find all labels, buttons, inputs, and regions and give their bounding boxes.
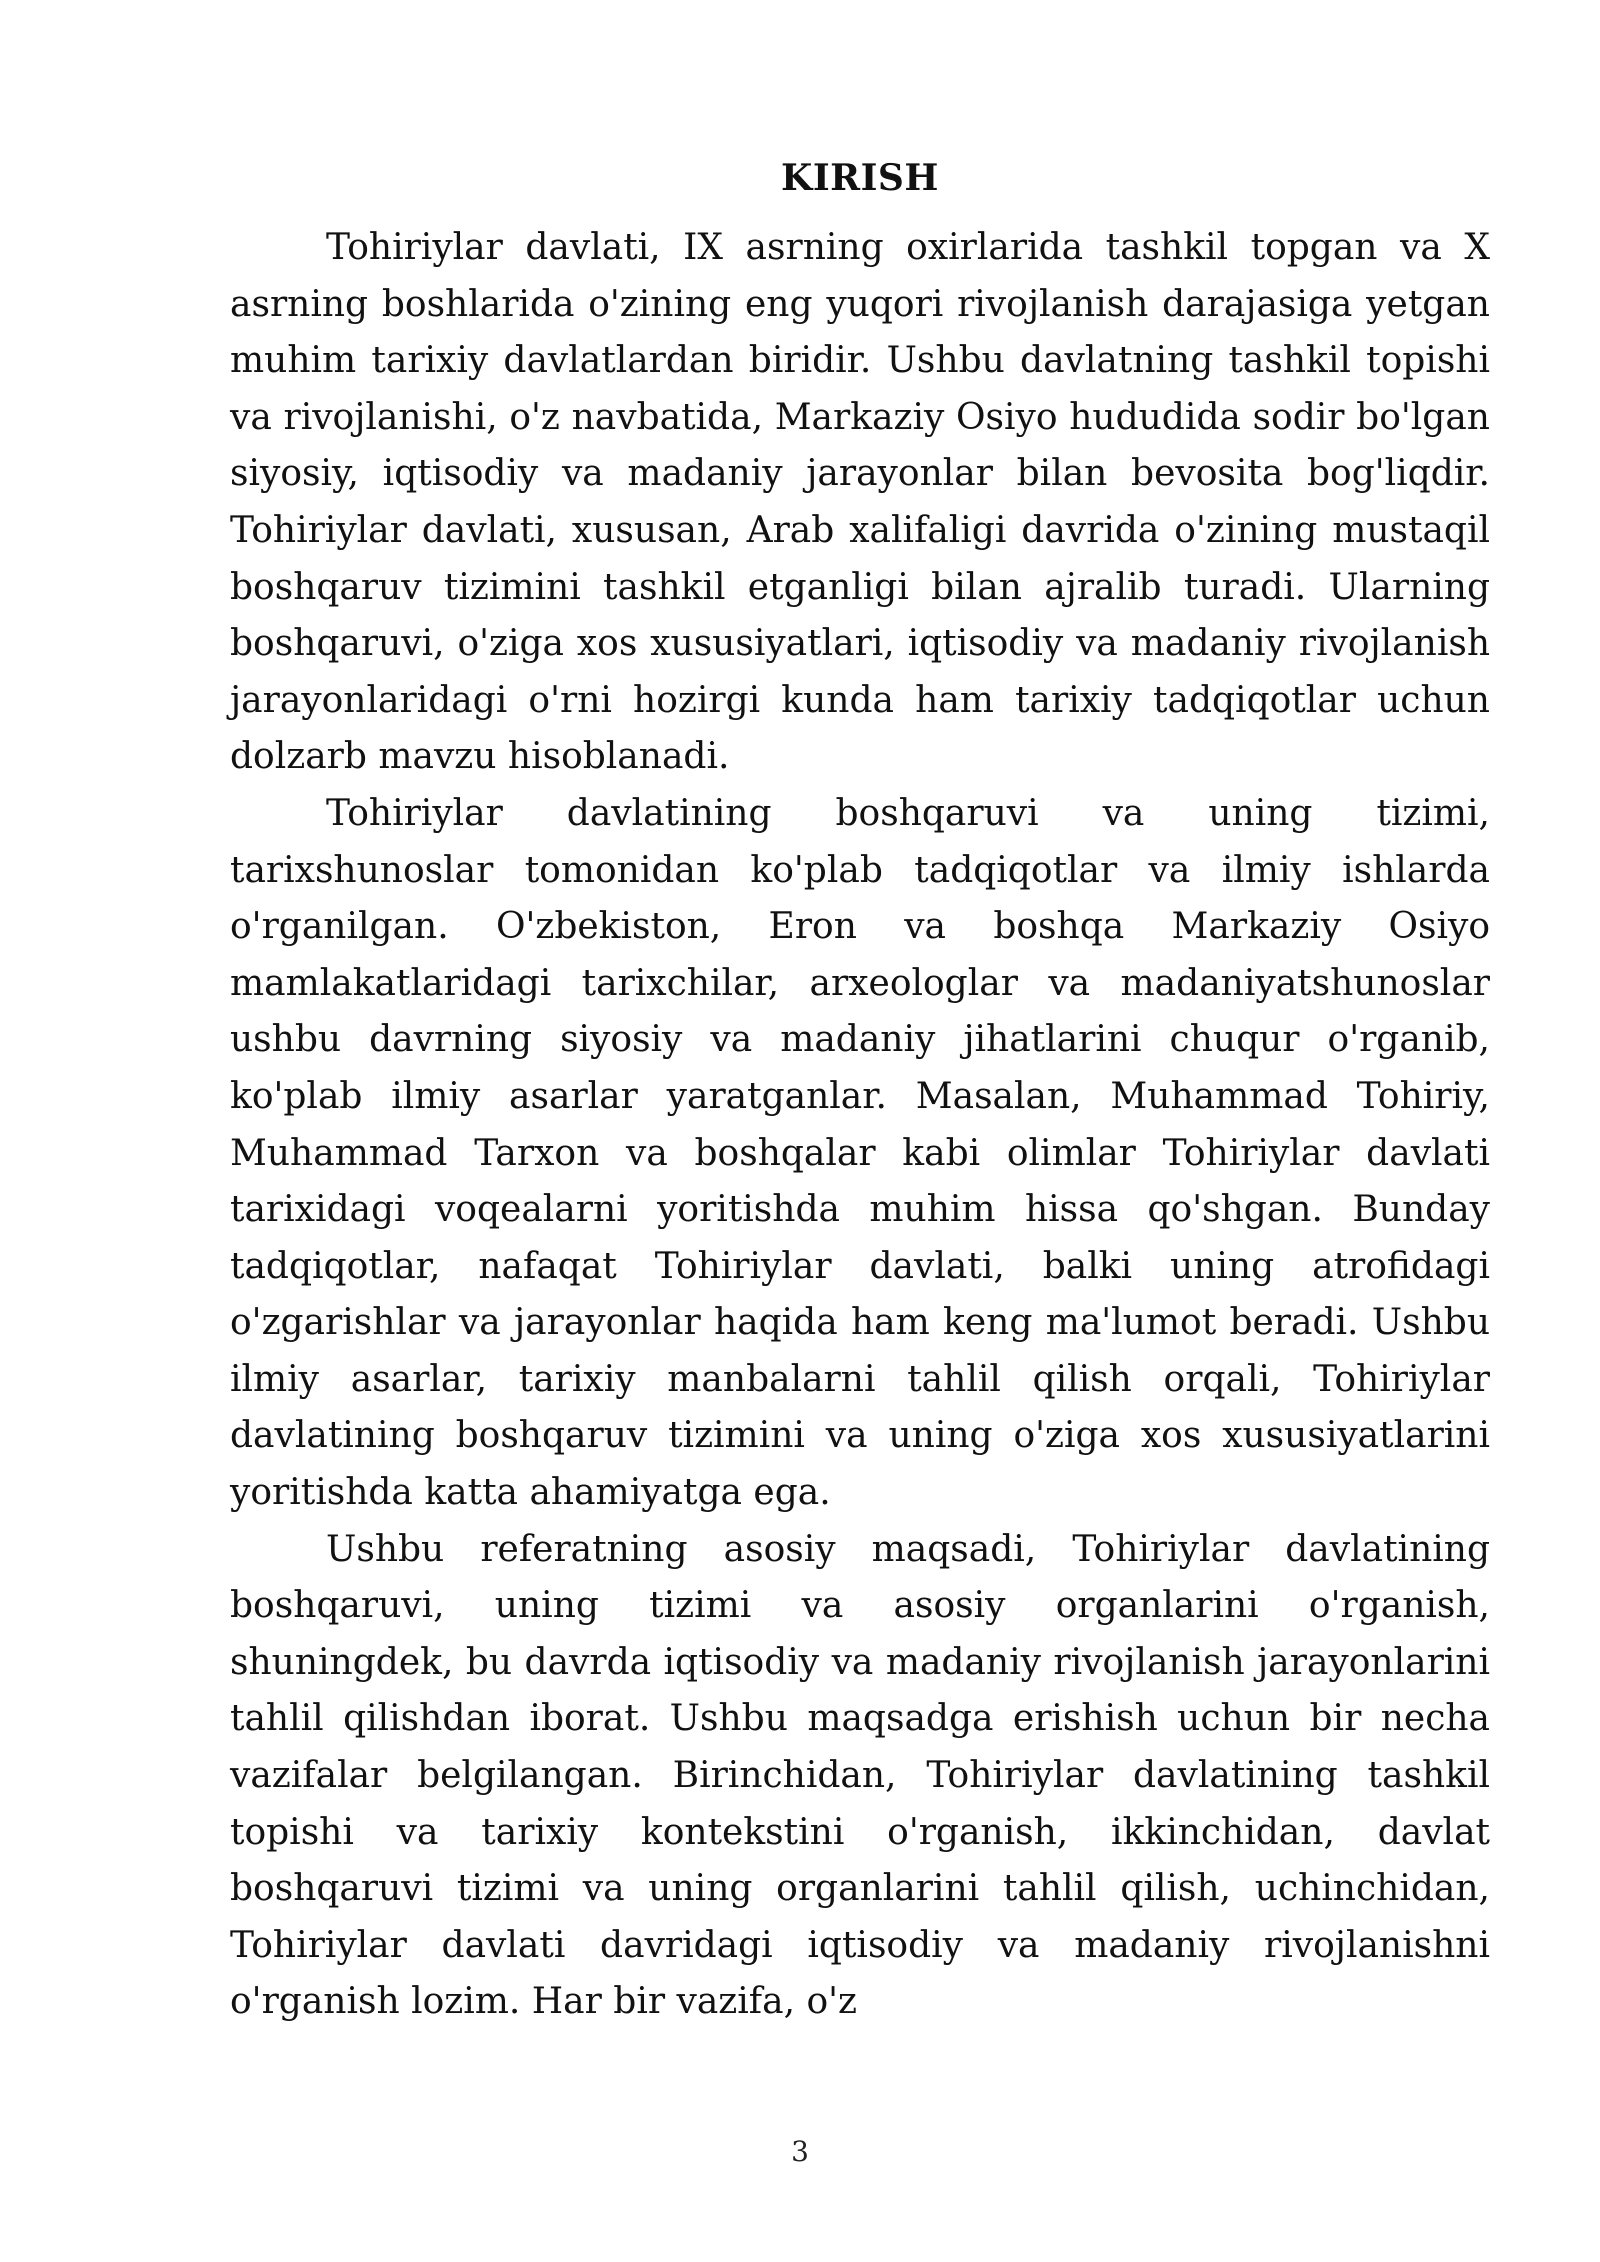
paragraph-2: Tohiriylar davlatining boshqaruvi va uning tizimi, tarixshunoslar tomonidan ko'plab tadqiqotlar va ilmiy ishlarda o'rganilgan. O'zbekiston, Eron va boshqa Markaziy Osiyo mamlakatlaridagi tarixchilar, arxeologlar va madaniyatshunoslar ushbu davrning siyosiy va madaniy jihatlarini chuqur o'rganib, ko'plab ilmiy asarlar yaratganlar. Masalan, Muhammad Tohiriy, Muhammad Tarxon va boshqalar kabi olimlar Tohiriylar davlati tarixidagi voqealarni yoritishda muhim hissa qo'shgan. Bunday tadqiqotlar, nafaqat Tohiriylar davlati, balki uning atrofidagi o'zgarishlar va jarayonlar haqida ham keng ma'lumot beradi. Ushbu ilmiy asarlar, tarixiy manbalarni tahlil qilish orqali, Tohiriylar davlatining boshqaruv tizimini va uning o'ziga xos xususiyatlarini yoritishda katta ahamiyatga ega.	[230, 792, 1490, 1514]
page-number: 3	[791, 2135, 809, 2168]
paragraph-3: Ushbu referatning asosiy maqsadi, Tohiriylar davlatining boshqaruvi, uning tizimi va asosiy organlarini o'rganish, shuningdek, bu davrda iqtisodiy va madaniy rivojlanish jarayonlarini tahlil qilishdan iborat. Ushbu maqsadga erishish uchun bir necha vazifalar belgilangan. Birinchidan, Tohiriylar davlatining tashkil topishi va tarixiy kontekstini o'rganish, ikkinchidan, davlat boshqaruvi tizimi va uning organlarini tahlil qilish, uchinchidan, Tohiriylar davlati davridagi iqtisodiy va madaniy rivojlanishni o'rganish lozim. Har bir vazifa, o'z	[230, 1528, 1490, 2023]
page-title: KIRISH	[781, 157, 939, 199]
page-content	[230, 150, 1490, 2031]
paragraph-1: Tohiriylar davlati, IX asrning oxirlarida tashkil topgan va X asrning boshlarida o'zining eng yuqori rivojlanish darajasiga yetgan muhim tarixiy davlatlardan biridir. Ushbu davlatning tashkil topishi va rivojlanishi, o'z navbatida, Markaziy Osiyo hududida sodir bo'lgan siyosiy, iqtisodiy va madaniy jarayonlar bilan bevosita bog'liqdir. Tohiriylar davlati, xususan, Arab xalifaligi davrida o'zining mustaqil boshqaruv tizimini tashkil etganligi bilan ajralib turadi. Ularning boshqaruvi, o'ziga xos xususiyatlari, iqtisodiy va madaniy rivojlanish jarayonlaridagi o'rni hozirgi kunda ham tarixiy tadqiqotlar uchun dolzarb mavzu hisoblanadi.	[230, 227, 1490, 778]
